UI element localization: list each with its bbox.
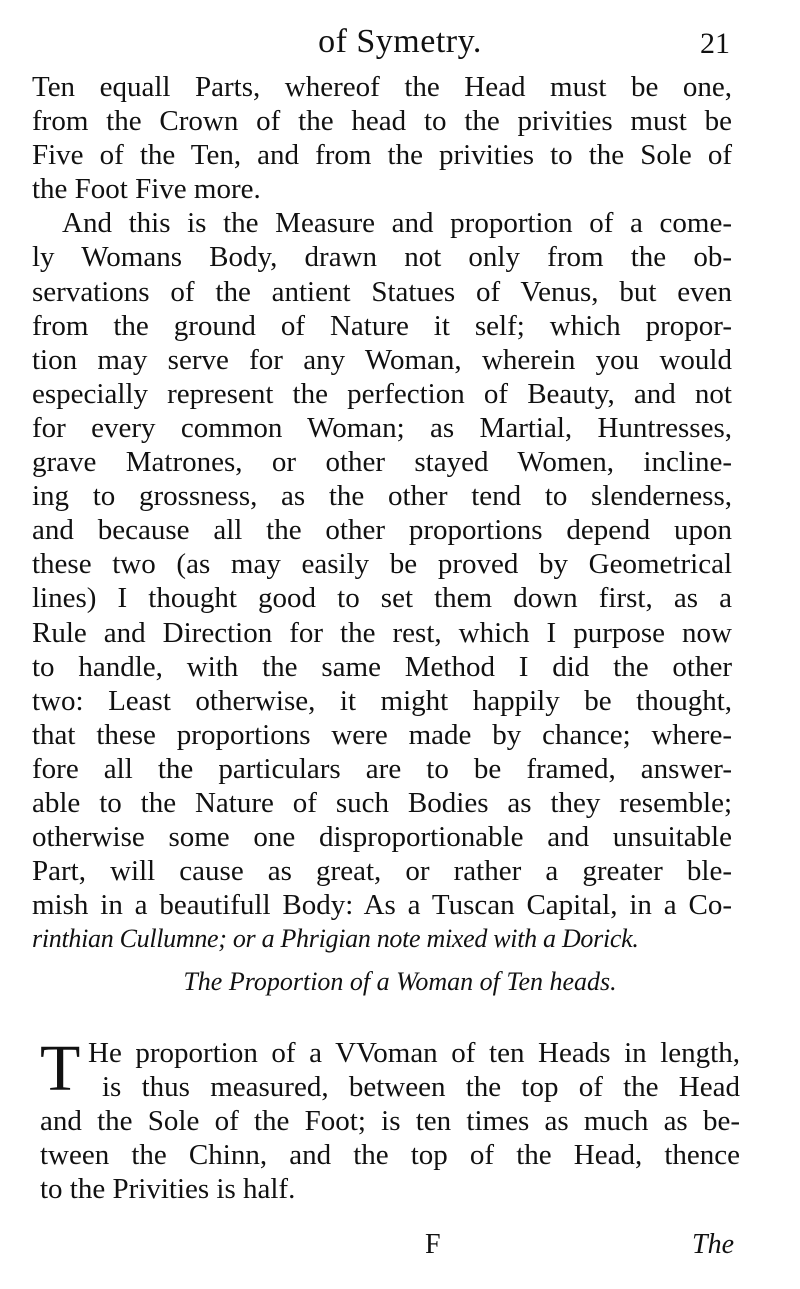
text-line: rinthian Cullumne; or a Phrigian note mixed with a Dorick. [32, 924, 639, 954]
text-line: to the Privities is half. [40, 1173, 296, 1206]
text-line: otherwise some one disproportionable and unsuitable [32, 821, 732, 854]
text-line: and because all the other proportions depend upon [32, 514, 732, 547]
section-paragraph [40, 1032, 740, 1206]
text-line: lines) I thought good to set them down first, as a [32, 582, 732, 615]
text-line: He proportion of a VVoman of ten Heads in length, [88, 1037, 740, 1069]
text-line: Ten equall Parts, whereof the Head must be one, [32, 71, 732, 103]
text-line: is thus measured, between the top of the Head [102, 1071, 740, 1104]
text-line: tween the Chinn, and the top of the Head, thence [40, 1139, 740, 1172]
text-line: for every common Woman; as Martial, Huntresses, [32, 411, 732, 444]
running-title: of Symetry. [318, 23, 482, 60]
text-line: And this is the Measure and proportion of a come- [62, 207, 732, 240]
section-heading: The Proportion of a Woman of Ten heads. [183, 967, 617, 996]
catchword: The [692, 1229, 734, 1260]
text-line: two: Least otherwise, it might happily be thought, [32, 684, 732, 717]
text-line: Five of the Ten, and from the privities to the Sole of [32, 139, 732, 172]
text-line: especially represent the perfection of Beauty, and not [32, 377, 732, 410]
text-line: ing to grossness, as the other tend to slenderness, [32, 480, 732, 513]
signature-mark: F [425, 1229, 441, 1260]
text-line: fore all the particulars are to be framed, answer- [32, 752, 732, 785]
body-text [32, 70, 732, 956]
text-line: Part, will cause as great, or rather a greater ble- [32, 855, 732, 888]
text-line: mish in a beautifull Body: As a Tuscan Capital, in a Co- [32, 889, 732, 922]
text-line: ly Womans Body, drawn not only from the ob- [32, 241, 732, 274]
text-line: Rule and Direction for the rest, which I purpose now [32, 616, 732, 649]
text-line: servations of the antient Statues of Venus, but even [32, 275, 732, 308]
text-line: from the Crown of the head to the privities must be [32, 105, 732, 138]
text-line: from the ground of Nature it self; which propor- [32, 309, 732, 342]
page-number: 21 [700, 27, 730, 60]
text-line: the Foot Five more. [32, 173, 261, 206]
text-line: that these proportions were made by chance; where- [32, 718, 732, 751]
text-line: grave Matrones, or other stayed Women, incline- [32, 446, 732, 479]
text-line: to handle, with the same Method I did the other [32, 650, 732, 683]
text-line: these two (as may easily be proved by Geometrical [32, 548, 732, 581]
text-line: and the Sole of the Foot; is ten times as much as be- [40, 1105, 740, 1138]
drop-cap: T [40, 1032, 81, 1105]
text-line: tion may serve for any Woman, wherein you would [32, 343, 732, 376]
text-line: able to the Nature of such Bodies as they resemble; [32, 786, 732, 819]
